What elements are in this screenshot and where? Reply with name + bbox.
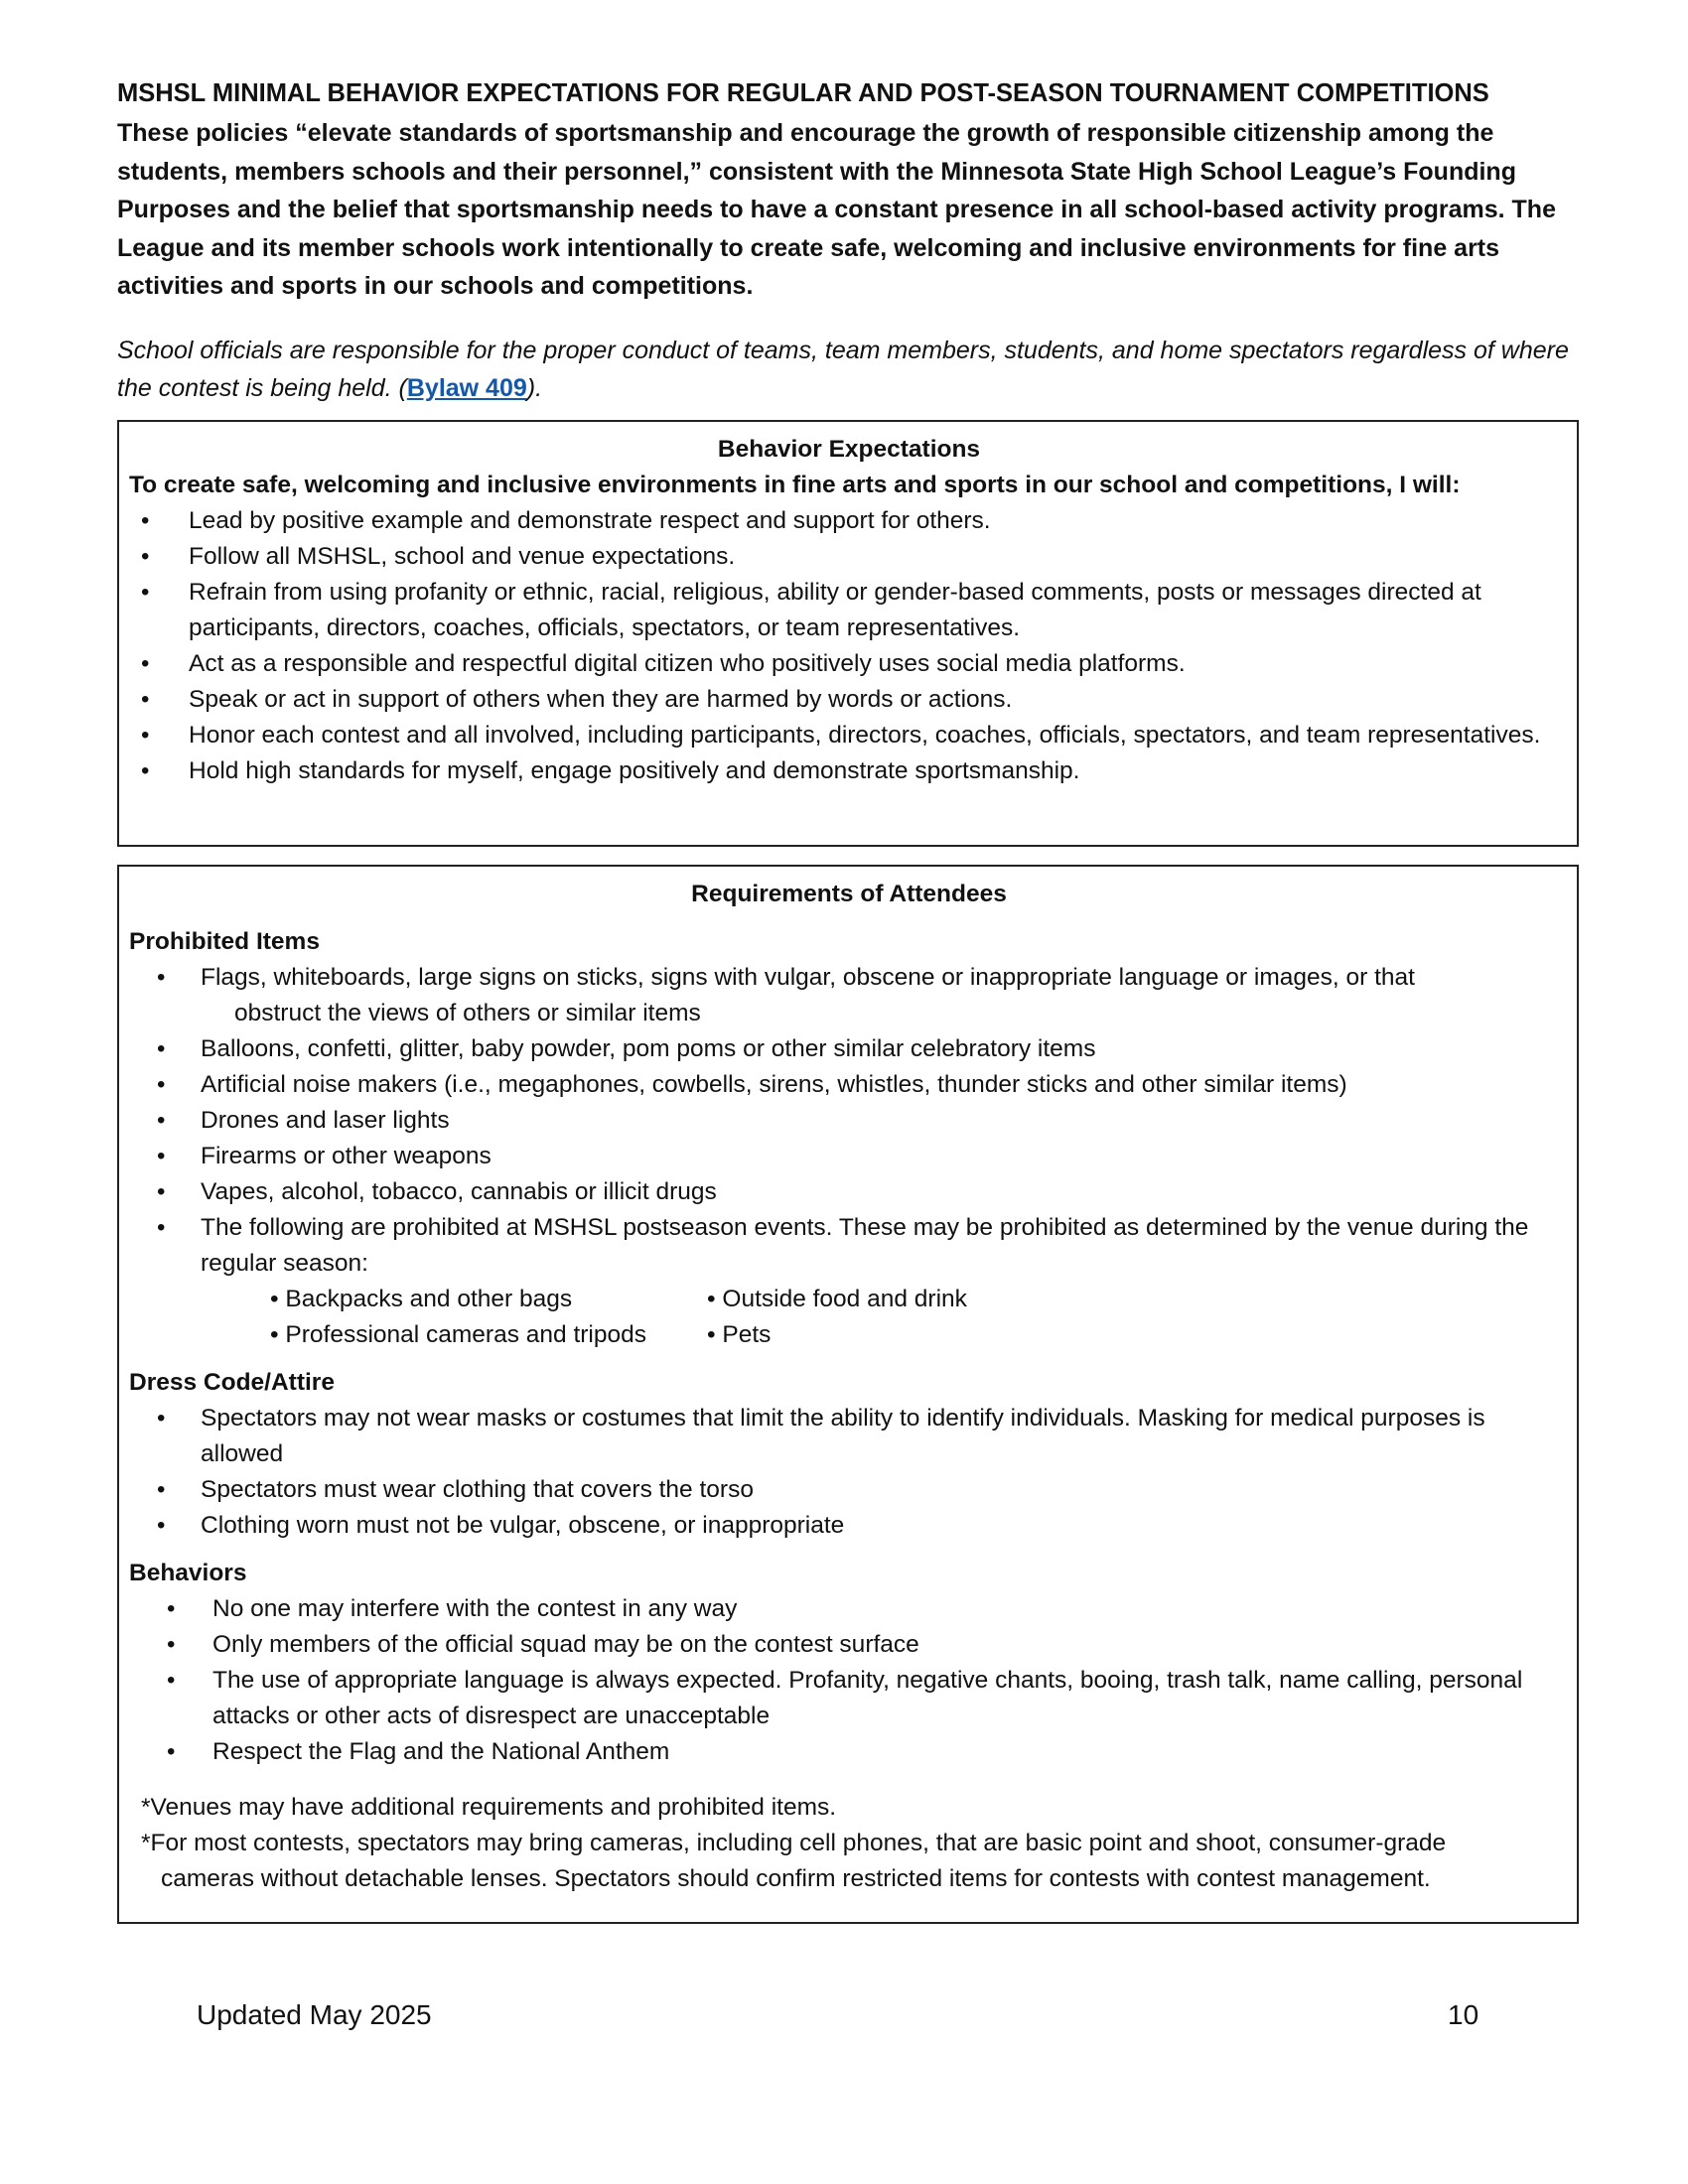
list-item: • Artificial noise makers (i.e., megaphones, cowbells, sirens, whistles, thunder sticks and other similar items) xyxy=(129,1067,1569,1103)
list-item: • Honor each contest and all involved, including participants, directors, coaches, officials, spectators, and team representatives. xyxy=(129,718,1569,753)
list-item: • Act as a responsible and respectful digital citizen who positively uses social media platforms. xyxy=(129,646,1569,682)
list-item: • The following are prohibited at MSHSL postseason events. These may be prohibited as determined by the venue during the regular season: xyxy=(129,1210,1569,1282)
list-item: • Only members of the official squad may be on the contest surface xyxy=(129,1627,1569,1663)
list-item: • Spectators must wear clothing that covers the torso xyxy=(129,1472,1569,1508)
prohibited-items-heading: Prohibited Items xyxy=(129,927,320,955)
document-page xyxy=(117,75,1579,1924)
list-item xyxy=(129,960,1569,1031)
list-item: • Respect the Flag and the National Anthem xyxy=(129,1734,1569,1770)
footer-updated: Updated May 2025 xyxy=(197,1999,432,2030)
list-item: • Vapes, alcohol, tobacco, cannabis or illicit drugs xyxy=(129,1174,1569,1210)
dress-code-heading: Dress Code/Attire xyxy=(129,1368,335,1396)
requirements-box xyxy=(117,865,1579,1924)
behavior-list xyxy=(129,503,1569,789)
list-item: • Refrain from using profanity or ethnic, racial, religious, ability or gender-based comments, posts or messages directed at participants, directors, coaches, officials, spectators, or team representatives. xyxy=(129,575,1569,646)
list-item: • Spectators may not wear masks or costumes that limit the ability to identify individuals. Masking for medical purposes is allowed xyxy=(129,1401,1569,1472)
list-item: • Lead by positive example and demonstrate respect and support for others. xyxy=(129,503,1569,539)
list-item: • Drones and laser lights xyxy=(129,1103,1569,1139)
behavior-expectations-box xyxy=(117,420,1579,847)
list-item: • No one may interfere with the contest in any way xyxy=(129,1591,1569,1627)
list-item: • Speak or act in support of others when they are harmed by words or actions. xyxy=(129,682,1569,718)
footnotes xyxy=(129,1790,1569,1897)
footnote-cameras-line1: *For most contests, spectators may bring cameras, including cell phones, that are basic point and shoot, consumer-grade xyxy=(141,1829,1447,1856)
postseason-item: • Outside food and drink xyxy=(707,1285,967,1312)
list-item: • Clothing worn must not be vulgar, obscene, or inappropriate xyxy=(129,1508,1569,1544)
footnote-cameras-line2: cameras without detachable lenses. Spectators should confirm restricted items for contests with contest management. xyxy=(161,1864,1431,1892)
postseason-items-grid xyxy=(270,1282,1569,1353)
prohibited-items-list xyxy=(129,960,1569,1282)
postseason-item: • Pets xyxy=(707,1320,772,1348)
requirements-title: Requirements of Attendees xyxy=(691,880,1007,907)
bylaw-409-link[interactable]: Bylaw 409 xyxy=(406,374,527,402)
behavior-expectations-title: Behavior Expectations xyxy=(717,435,981,463)
list-item: • The use of appropriate language is always expected. Profanity, negative chants, booing, trash talk, name calling, personal attacks or other acts of disrespect are unacceptable xyxy=(129,1663,1569,1734)
page-number: 10 xyxy=(1448,1999,1479,2030)
postseason-item: • Professional cameras and tripods xyxy=(270,1320,646,1348)
dress-code-list xyxy=(129,1401,1569,1544)
list-item: • Balloons, confetti, glitter, baby powder, pom poms or other similar celebratory items xyxy=(129,1031,1569,1067)
list-item-line: Flags, whiteboards, large signs on sticks, signs with vulgar, obscene or inappropriate language or images, or that xyxy=(201,963,1415,991)
list-item: • Hold high standards for myself, engage positively and demonstrate sportsmanship. xyxy=(129,753,1569,789)
behaviors-list xyxy=(129,1591,1569,1770)
officials-note xyxy=(117,332,1579,408)
list-item-continuation: obstruct the views of others or similar items xyxy=(234,999,701,1026)
footnote-venues: *Venues may have additional requirements and prohibited items. xyxy=(141,1793,837,1821)
intro-paragraph: These policies “elevate standards of sportsmanship and encourage the growth of responsible citizenship among the students, members schools and their personnel,” consistent with the Minnesota State High School League’s Founding Purposes and the belief that sportsmanship needs to have a constant presence in all school-based activity programs. The League and its member schools work intentionally to create safe, welcoming and inclusive environments for fine arts activities and sports in our schools and competitions. xyxy=(117,119,1556,300)
officials-note-end: ). xyxy=(526,374,543,402)
behavior-lead: To create safe, welcoming and inclusive environments in fine arts and sports in our school and competitions, I will: xyxy=(129,471,1461,498)
postseason-item: • Backpacks and other bags xyxy=(270,1285,573,1312)
list-item: • Follow all MSHSL, school and venue expectations. xyxy=(129,539,1569,575)
page-title: MSHSL MINIMAL BEHAVIOR EXPECTATIONS FOR REGULAR AND POST-SEASON TOURNAMENT COMPETITIONS xyxy=(117,79,1489,107)
behaviors-heading: Behaviors xyxy=(129,1559,247,1586)
list-item: • Firearms or other weapons xyxy=(129,1139,1569,1174)
officials-note-text: School officials are responsible for the proper conduct of teams, team members, students, and home spectators regardless of where the contest is being held. ( xyxy=(117,336,1569,402)
